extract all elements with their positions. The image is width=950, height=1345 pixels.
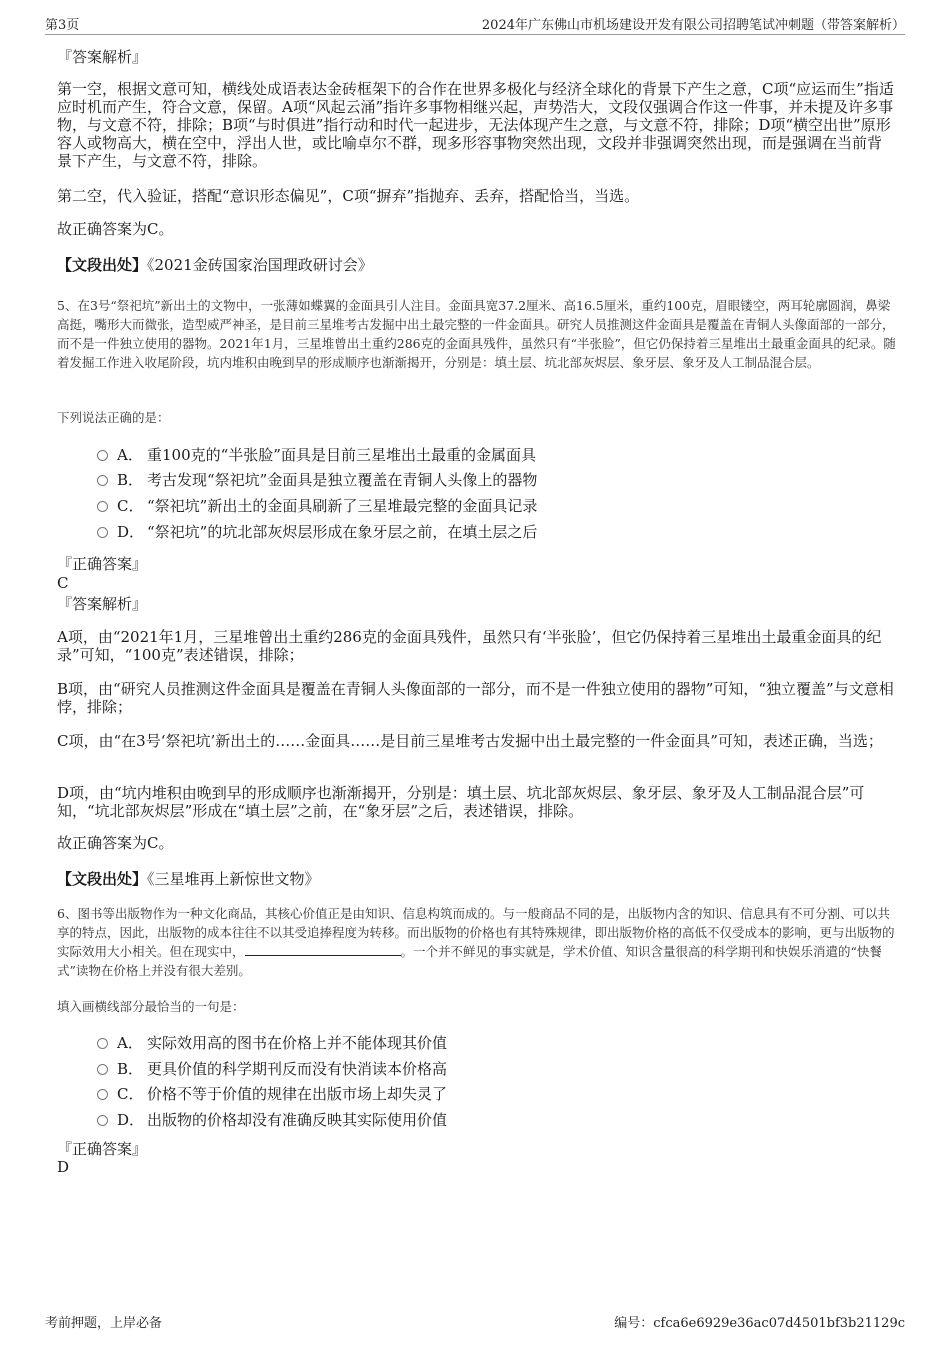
option-a[interactable]: A． 重100克的“半张脸”面具是目前三星堆出土最重的金属面具 [97, 444, 536, 466]
option-c[interactable]: C． 价格不等于价值的规律在出版市场上却失灵了 [97, 1083, 447, 1105]
source-label: 【文段出处】 [57, 256, 148, 274]
option-b[interactable]: B． 更具价值的科学期刊反而没有快消读本价格高 [97, 1058, 447, 1080]
footer-slogan: 考前押题，上岸必备 [45, 1316, 163, 1331]
analysis-item-c: C项，由“在3号‘祭祀坑’新出土的……金面具……是目前三星堆考古发掘中出土最完整的一件金面具”可知，表述正确，当选； [57, 732, 883, 750]
page-header [45, 14, 905, 35]
answer-label: 『正确答案』 [57, 1140, 148, 1158]
option-a[interactable]: A． 实际效用高的图书在价格上并不能体现其价值 [97, 1032, 447, 1054]
source-citation [57, 256, 895, 274]
radio-icon[interactable] [97, 1064, 108, 1075]
radio-icon[interactable] [97, 1115, 108, 1126]
document-id: 编号：cfca6e6929e36ac07d4501bf3b21129c [614, 1316, 905, 1331]
option-b[interactable]: B． 考古发现“祭祀坑”金面具是独立覆盖在青铜人头像上的器物 [97, 469, 537, 491]
radio-icon[interactable] [97, 1089, 108, 1100]
radio-icon[interactable] [97, 527, 108, 538]
document-title: 2024年广东佛山市机场建设开发有限公司招聘笔试冲刺题（带答案解析） [481, 18, 905, 33]
analysis-label: 『答案解析』 [57, 48, 148, 66]
source-citation [57, 870, 895, 888]
option-c[interactable]: C． “祭祀坑”新出土的金面具刷新了三星堆最完整的金面具记录 [97, 495, 537, 517]
source-text: 《三星堆再上新惊世文物》 [147, 870, 320, 888]
question-stem: 6、图书等出版物作为一种文化商品，其核心价值正是由知识、信息构筑而成的。与一般商品不同的是，出版物内含的知识、信息具有不可分割、可以共享的特点，因此，出版物的成本往往不以其受追捧程度为转移。而出版物的价格也有其特殊规律，即出版物价格的高低不仅受成本的影响，更与出版物的实际效用大小相关。但在现实中， 。一个并不鲜见的事实就是，学术价值、知识含量很高的科学期刊和快娱乐消遣的“快餐式”读物在价格上并没有很大差别。 [57, 906, 895, 978]
radio-icon[interactable] [97, 1038, 108, 1049]
source-label: 【文段出处】 [57, 870, 148, 888]
page-number: 第3页 [45, 18, 80, 33]
analysis-paragraph: 第二空，代入验证，搭配“意识形态偏见”，C项“摒弃”指抛弃、丢弃，搭配恰当，当选。 [57, 187, 640, 205]
radio-icon[interactable] [97, 450, 108, 461]
fill-blank [245, 943, 401, 956]
answer-label: 『正确答案』 [57, 555, 148, 573]
answer-value: D [57, 1158, 70, 1176]
option-d[interactable]: D． 出版物的价格却没有准确反映其实际使用价值 [97, 1109, 447, 1131]
radio-icon[interactable] [97, 501, 108, 512]
source-text: 《2021金砖国家治国理政研讨会》 [147, 256, 373, 274]
analysis-item-b: B项，由“研究人员推测这件金面具是覆盖在青铜人头像面部的一部分，而不是一件独立使用的器物”可知，“独立覆盖”与文意相悖，排除； [57, 680, 894, 716]
analysis-item-a: A项，由“2021年1月，三星堆曾出土重约286克的金面具残件，虽然只有‘半张脸’，但它仍保持着三星堆出土最重金面具的纪录”可知，“100克”表述错误，排除； [57, 628, 882, 664]
radio-icon[interactable] [97, 475, 108, 486]
answer-value: C [57, 574, 69, 592]
question-prompt: 填入画横线部分最恰当的一句是： [57, 999, 245, 1014]
analysis-conclusion: 故正确答案为C。 [57, 834, 174, 852]
analysis-conclusion: 故正确答案为C。 [57, 220, 174, 238]
page-footer [45, 1312, 905, 1330]
analysis-label: 『答案解析』 [57, 595, 148, 613]
analysis-item-d: D项，由“坑内堆积由晚到早的形成顺序也渐渐揭开，分别是：填土层、坑北部灰烬层、象牙层、象牙及人工制品混合层”可知，“坑北部灰烬层”形成在“填土层”之前，在“象牙层”之后，表述错误，排除。 [57, 784, 865, 820]
analysis-paragraph: 第一空，根据文意可知，横线处成语表达金砖框架下的合作在世界多极化与经济全球化的背景下产生之意，C项“应运而生”指适应时机而产生，符合文意，保留。A项“风起云涌”指许多事物相继兴起，声势浩大，文段仅强调合作这一件事，并未提及许多事物，与文意不符，排除；B项“与时俱进”指行动和时代一起进步，无法体现产生之意，与文意不符，排除；D项“横空出世”原形容人或物高大，横在空中，浮出人世，或比喻卓尔不群，现多形容事物突然出现，文段并非强调突然出现，而是强调在当前背景下产生，与文意不符，排除。 [57, 80, 894, 170]
option-d[interactable]: D． “祭祀坑”的坑北部灰烬层形成在象牙层之前，在填土层之后 [97, 521, 537, 543]
question-stem: 5、在3号“祭祀坑”新出土的文物中，一张薄如蝶翼的金面具引人注目。金面具宽37.2厘米、高16.5厘米，重约100克，眉眼镂空，两耳轮廓圆润，鼻梁高挺，嘴形大而微张，造型威严神圣，是目前三星堆考古发掘中出土最完整的一件金面具。研究人员推测这件金面具是覆盖在青铜人头像面部的一部分，而不是一件独立使用的器物。2021年1月，三星堆曾出土重约286克的金面具残件，虽然只有“半张脸”，但它仍保持着三星堆出土最重金面具的纪录。随着发掘工作进入收尾阶段，坑内堆积由晚到早的形成顺序也渐渐揭开，分别是：填土层、坑北部灰烬层、象牙层、象牙及人工制品混合层。 [57, 298, 896, 370]
question-prompt: 下列说法正确的是： [57, 410, 170, 425]
